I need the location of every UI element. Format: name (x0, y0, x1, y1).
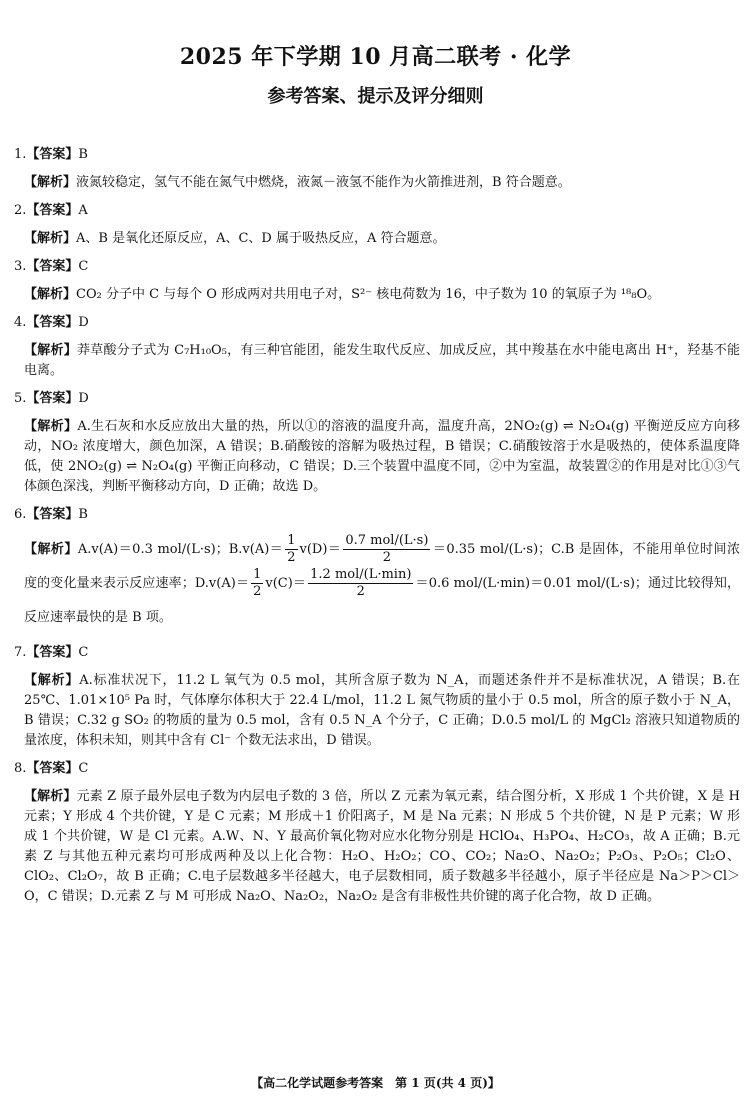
analysis-text: 元素 Z 原子最外层电子数为内层电子数的 3 倍，所以 Z 元素为氧元素，结合图分析，X 形成 1 个共价键，X 是 H 元素；Y 形成 4 个共价键，Y 是 C 元素；M 形成＋1 价阳离子，M 是 Na 元素；N 形成 5 个共价键，N 是 P 元素；W 形成 1 个共价键，W 是 Cl 元素。A.W、N、Y 最高价氧化物对应水化物分别是 HClO₄、H₃PO₄、H₂CO₃，故 A 正确；B.元素 Z 与其他五种元素均可形成两种及以上化合物：H₂O、H₂O₂；CO、CO₂；Na₂O、Na₂O₂；P₂O₃、P₂O₅；Cl₂O、ClO₂、Cl₂O₇，故 B 正确；C.电子层数越多半径越大，电子层数相同，质子数越多半径越小，原子半径应是 Na＞P＞Cl＞O，C 错误；D.元素 Z 与 M 可形成 Na₂O、Na₂O₂，Na₂O₂ 是含有非极性共价键的离子化合物，故 D 正确。 (24, 789, 740, 904)
answer-label: 【答案】 (26, 645, 79, 660)
answer-value: C (78, 645, 89, 660)
item-number: 2. (14, 203, 27, 218)
fraction-rate-d (343, 533, 430, 566)
analysis-label: 【解析】 (24, 287, 77, 302)
page-title: 2025 年下学期 10 月高二联考 · 化学 (179, 44, 572, 70)
analysis-text: A.标准状况下，11.2 L 氧气为 0.5 mol，其所含原子数为 N_A，而题述条件并不是标准状况，A 错误；B.在 25℃、1.01×10⁵ Pa 时，气体摩尔体积大于 22.4 L/mol，11.2 L 氮气物质的量小于 0.5 mol，所含的原子数小于 N_A，B 错误；C.32 g SO₂ 的物质的量为 0.5 mol，含有 0.5 N_A 个分子，C 正确；D.0.5 mol/L 的 MgCl₂ 溶液只知道物质的量浓度，体积未知，则其中含有 Cl⁻ 个数无法求出，D 错误。 (24, 673, 740, 748)
analysis-text-part: ＝0.35 mol/(L·s)；C.B 是固体，不能用单位时间浓度的变化量来表示反应速率；D.v(A)＝ (24, 542, 740, 591)
answer-label: 【答案】 (26, 147, 79, 162)
analysis-label: 【解析】 (24, 231, 77, 246)
answer-item-3 (14, 257, 740, 305)
answer-value: D (78, 391, 89, 406)
analysis-label: 【解析】 (24, 789, 77, 804)
analysis-text-part: v(D)＝ (299, 542, 342, 557)
answer-label: 【答案】 (26, 315, 79, 330)
analysis-text: CO₂ 分子中 C 与每个 O 形成两对共用电子对，S²⁻ 核电荷数为 16，中子数为 10 的氧原子为 ¹⁸₈O。 (76, 287, 661, 302)
answer-value: B (78, 507, 88, 522)
analysis-label: 【解析】 (24, 673, 80, 688)
fraction-numerator: 1 (287, 533, 296, 548)
answer-item-8 (14, 759, 740, 907)
answer-label: 【答案】 (26, 761, 79, 776)
fraction-numerator: 0.7 mol/(L·s) (345, 533, 429, 548)
fraction-denominator: 2 (356, 584, 365, 599)
item-number: 5. (14, 391, 27, 406)
analysis-label: 【解析】 (24, 419, 78, 434)
fraction-one-half (251, 567, 263, 600)
item-number: 8. (14, 761, 27, 776)
answer-label: 【答案】 (26, 391, 79, 406)
item-number: 1. (14, 147, 27, 162)
fraction-rate-c (308, 567, 413, 600)
fraction-numerator: 1 (253, 567, 262, 582)
analysis-text: 莽草酸分子式为 C₇H₁₀O₅，有三种官能团，能发生取代反应、加成反应，其中羧基在水中能电离出 H⁺，羟基不能电离。 (24, 343, 740, 378)
answer-item-5 (14, 389, 740, 497)
answer-value: C (78, 761, 89, 776)
fraction-denominator: 2 (382, 550, 392, 565)
fraction-one-half (285, 533, 297, 566)
answer-value: D (78, 315, 89, 330)
analysis-text: A.生石灰和水反应放出大量的热，所以①的溶液的温度升高，温度升高，2NO₂(g) ⇌ N₂O₄(g) 平衡逆反应方向移动，NO₂ 浓度增大，颜色加深，A 错误；B.硝酸铵的溶解为吸热过程，B 错误；C.硝酸铵溶于水是吸热的，使体系温度降低，使 2NO₂(g) ⇌ N₂O₄(g) 平衡正向移动，C 错误；D.三个装置中温度不同，②中为室温，故装置②的作用是对比①③气体颜色深浅，判断平衡移动方向，D 正确；故选 D。 (24, 419, 740, 494)
answer-label: 【答案】 (26, 507, 79, 522)
analysis-label: 【解析】 (24, 542, 78, 557)
fraction-denominator: 2 (287, 550, 296, 565)
analysis-label: 【解析】 (24, 343, 77, 358)
answer-value: C (78, 259, 89, 274)
answer-value: B (78, 147, 88, 162)
analysis-text: 液氮较稳定，氢气不能在氮气中燃烧，液氮－液氢不能作为火箭推进剂，B 符合题意。 (76, 175, 571, 190)
fraction-numerator: 1.2 mol/(L·min) (310, 567, 412, 582)
answer-item-4 (14, 313, 740, 381)
analysis-label: 【解析】 (24, 175, 77, 190)
answer-item-1 (14, 145, 740, 193)
answer-item-2 (14, 201, 740, 249)
item-number: 7. (14, 645, 27, 660)
page-subtitle: 参考答案、提示及评分细则 (267, 86, 484, 107)
answer-label: 【答案】 (26, 203, 79, 218)
answer-value: A (78, 203, 88, 218)
item-number: 3. (14, 259, 27, 274)
fraction-denominator: 2 (253, 584, 262, 599)
page-footer: 【高二化学试题参考答案 第 1 页(共 4 页)】 (251, 1076, 500, 1090)
answer-list (14, 145, 740, 915)
answer-label: 【答案】 (26, 259, 79, 274)
item-number: 4. (14, 315, 27, 330)
analysis-text: A、B 是氧化还原反应，A、C、D 属于吸热反应，A 符合题意。 (76, 231, 446, 246)
analysis-text-part: ＝0.6 mol/(L·min)＝0.01 mol/(L·s)；通过比较得知，反应速率最快的是 B 项。 (24, 576, 741, 625)
answer-item-6 (14, 505, 740, 635)
item-number: 6. (14, 507, 27, 522)
analysis-text-part: v(C)＝ (265, 576, 307, 591)
answer-item-7 (14, 643, 740, 751)
analysis-text-part: A.v(A)＝0.3 mol/(L·s)；B.v(A)＝ (77, 542, 284, 557)
